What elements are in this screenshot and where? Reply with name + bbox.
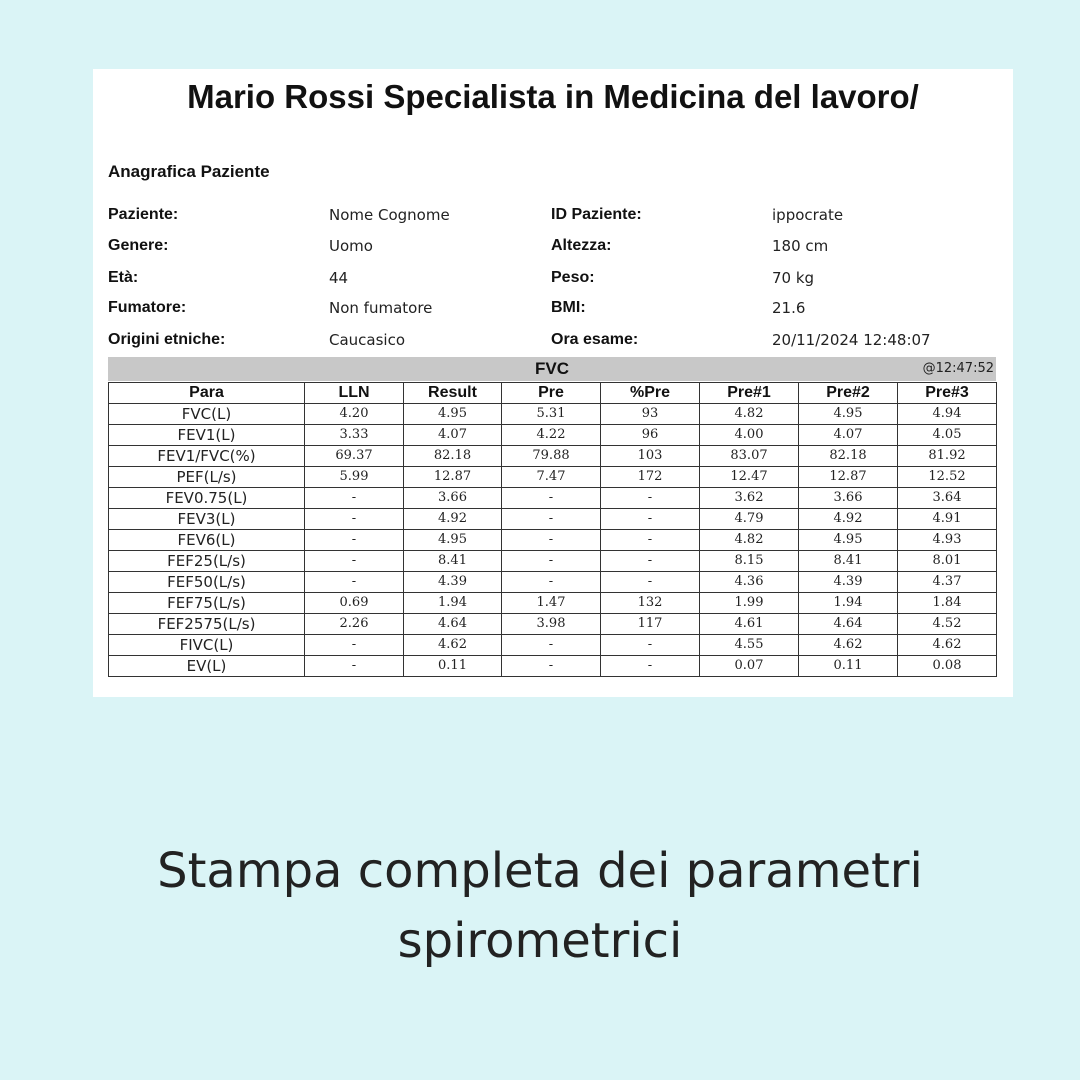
table-row [109,446,997,467]
value-cell: - [305,488,404,509]
info-label: Origini etniche: [108,331,226,348]
info-label: Genere: [108,237,169,254]
table-row [109,656,997,677]
value-cell: 12.47 [700,467,799,488]
info-value: Nome Cognome [329,206,450,224]
column-header: Pre#2 [799,383,898,404]
param-cell: FEF75(L/s) [109,593,305,614]
value-cell: 1.47 [502,593,601,614]
value-cell: 69.37 [305,446,404,467]
info-value: 20/11/2024 12:48:07 [772,331,931,349]
value-cell: 4.93 [898,530,997,551]
value-cell: 93 [601,404,700,425]
value-cell: 1.94 [799,593,898,614]
value-cell: 4.61 [700,614,799,635]
value-cell: 3.62 [700,488,799,509]
value-cell: 8.41 [404,551,502,572]
value-cell: 117 [601,614,700,635]
value-cell: 3.33 [305,425,404,446]
value-cell: - [502,488,601,509]
info-value: Caucasico [329,331,406,349]
value-cell: - [502,656,601,677]
value-cell: 8.41 [799,551,898,572]
value-cell: 1.84 [898,593,997,614]
column-header: Pre#3 [898,383,997,404]
value-cell: 4.22 [502,425,601,446]
value-cell: 3.66 [404,488,502,509]
value-cell: - [601,551,700,572]
value-cell: 4.55 [700,635,799,656]
value-cell: 4.95 [404,530,502,551]
value-cell: 12.52 [898,467,997,488]
value-cell: - [601,530,700,551]
fvc-timestamp: @12:47:52 [922,361,994,376]
param-cell: FVC(L) [109,404,305,425]
value-cell: 4.39 [799,572,898,593]
caption-line: spirometrici [397,913,683,969]
value-cell: 4.62 [898,635,997,656]
value-cell: 3.98 [502,614,601,635]
fvc-header-bar [108,357,996,381]
value-cell: 172 [601,467,700,488]
info-value: Non fumatore [329,299,433,317]
value-cell: 83.07 [700,446,799,467]
value-cell: 8.15 [700,551,799,572]
value-cell: 4.79 [700,509,799,530]
value-cell: 4.82 [700,530,799,551]
info-row [93,269,1013,293]
info-value: 21.6 [772,299,806,317]
value-cell: 4.64 [799,614,898,635]
report-document [93,69,1013,697]
value-cell: 79.88 [502,446,601,467]
value-cell: - [502,551,601,572]
table-header-row [109,383,997,404]
caption-line: Stampa completa dei parametri [157,843,923,899]
value-cell: 12.87 [404,467,502,488]
info-label: Fumatore: [108,299,187,316]
value-cell: - [305,656,404,677]
value-cell: 5.31 [502,404,601,425]
value-cell: 81.92 [898,446,997,467]
param-cell: FEV1(L) [109,425,305,446]
value-cell: 4.95 [799,404,898,425]
info-label: BMI: [551,299,586,316]
value-cell: - [601,656,700,677]
fvc-table [108,382,997,677]
value-cell: 1.94 [404,593,502,614]
column-header: Pre [502,383,601,404]
value-cell: 4.95 [799,530,898,551]
value-cell: - [305,509,404,530]
info-label: Altezza: [551,237,612,254]
value-cell: - [502,530,601,551]
value-cell: 8.01 [898,551,997,572]
value-cell: 4.95 [404,404,502,425]
value-cell: 1.99 [700,593,799,614]
column-header: Pre#1 [700,383,799,404]
table-row [109,635,997,656]
table-row [109,593,997,614]
column-header: Result [404,383,502,404]
value-cell: 0.11 [404,656,502,677]
value-cell: 5.99 [305,467,404,488]
value-cell: 3.66 [799,488,898,509]
table-row [109,404,997,425]
param-cell: FEV0.75(L) [109,488,305,509]
value-cell: 4.52 [898,614,997,635]
value-cell: 0.69 [305,593,404,614]
table-body [109,404,997,677]
param-cell: FEF50(L/s) [109,572,305,593]
report-title: Mario Rossi Specialista in Medicina del lavoro/ [187,78,919,115]
info-value: 44 [329,269,349,287]
info-row [93,206,1013,230]
info-value: 180 cm [772,237,829,255]
value-cell: 4.62 [799,635,898,656]
param-cell: FEV3(L) [109,509,305,530]
value-cell: 4.00 [700,425,799,446]
value-cell: 3.64 [898,488,997,509]
info-label: Età: [108,269,139,286]
table-row [109,614,997,635]
value-cell: 0.11 [799,656,898,677]
table-row [109,509,997,530]
value-cell: - [601,572,700,593]
value-cell: - [502,635,601,656]
value-cell: 4.39 [404,572,502,593]
value-cell: 4.64 [404,614,502,635]
column-header: LLN [305,383,404,404]
column-header: Para [109,383,305,404]
value-cell: - [502,509,601,530]
value-cell: - [502,572,601,593]
value-cell: 82.18 [799,446,898,467]
info-label: ID Paziente: [551,206,642,223]
value-cell: 4.37 [898,572,997,593]
value-cell: 4.82 [700,404,799,425]
value-cell: - [601,635,700,656]
param-cell: FIVC(L) [109,635,305,656]
value-cell: 4.07 [799,425,898,446]
value-cell: 7.47 [502,467,601,488]
info-row [93,331,1013,355]
value-cell: - [305,551,404,572]
value-cell: 103 [601,446,700,467]
value-cell: 0.08 [898,656,997,677]
value-cell: 4.92 [799,509,898,530]
value-cell: - [305,572,404,593]
value-cell: 4.05 [898,425,997,446]
param-cell: PEF(L/s) [109,467,305,488]
value-cell: 4.91 [898,509,997,530]
caption [0,836,1080,976]
value-cell: 132 [601,593,700,614]
param-cell: EV(L) [109,656,305,677]
value-cell: - [305,635,404,656]
value-cell: - [305,530,404,551]
info-value: ippocrate [772,206,844,224]
value-cell: 2.26 [305,614,404,635]
value-cell: 12.87 [799,467,898,488]
value-cell: 4.36 [700,572,799,593]
table-row [109,572,997,593]
table-row [109,425,997,446]
value-cell: - [601,509,700,530]
table-row [109,488,997,509]
info-value: 70 kg [772,269,815,287]
value-cell: 96 [601,425,700,446]
value-cell: - [601,488,700,509]
table-row [109,467,997,488]
value-cell: 4.62 [404,635,502,656]
info-label: Peso: [551,269,595,286]
param-cell: FEV6(L) [109,530,305,551]
value-cell: 4.92 [404,509,502,530]
info-label: Ora esame: [551,331,639,348]
value-cell: 4.20 [305,404,404,425]
info-row [93,299,1013,323]
value-cell: 0.07 [700,656,799,677]
value-cell: 82.18 [404,446,502,467]
info-row [93,237,1013,261]
fvc-title: FVC [535,359,569,378]
param-cell: FEF2575(L/s) [109,614,305,635]
table-row [109,530,997,551]
param-cell: FEV1/FVC(%) [109,446,305,467]
param-cell: FEF25(L/s) [109,551,305,572]
value-cell: 4.07 [404,425,502,446]
column-header: %Pre [601,383,700,404]
value-cell: 4.94 [898,404,997,425]
info-label: Paziente: [108,206,179,223]
section-title: Anagrafica Paziente [108,162,270,181]
info-value: Uomo [329,237,373,255]
table-row [109,551,997,572]
